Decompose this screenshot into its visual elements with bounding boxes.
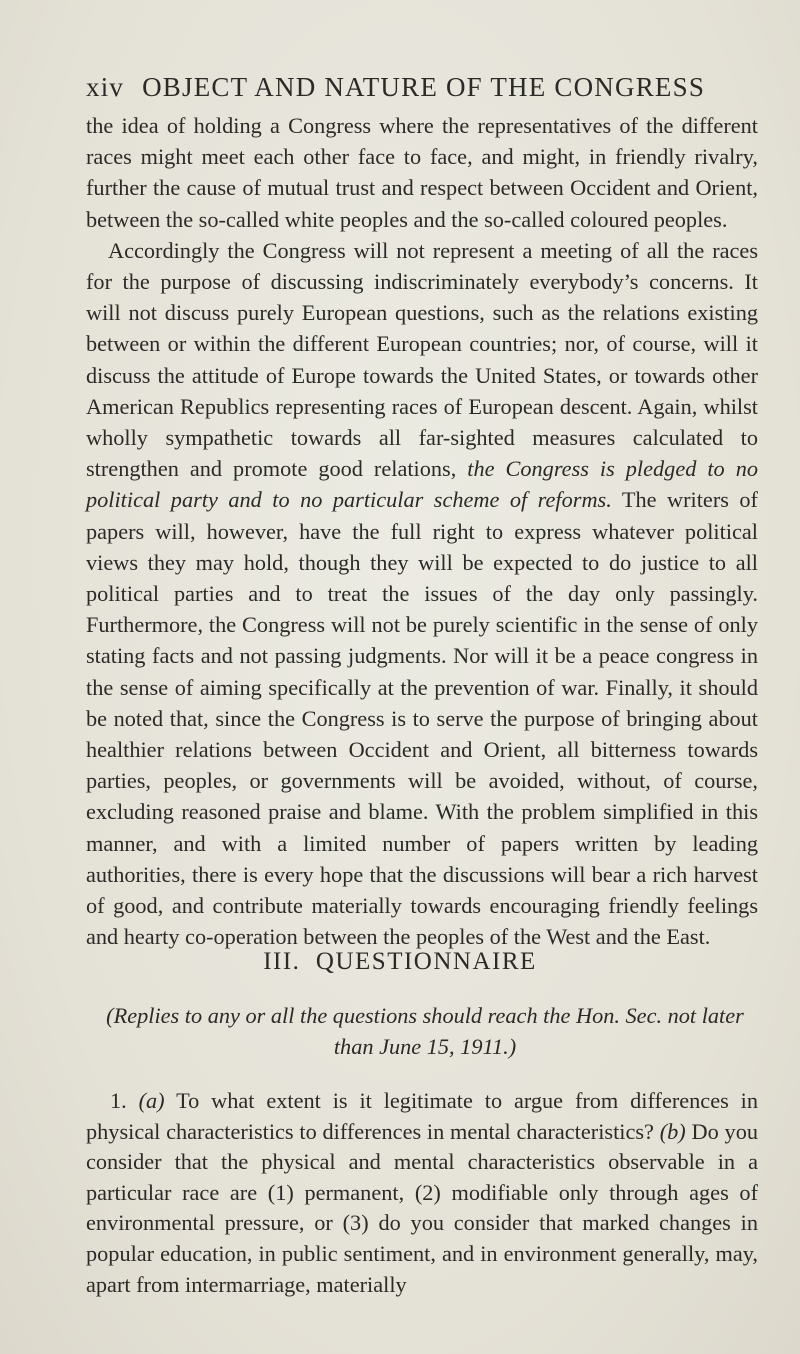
question-text-a: To what extent is it legitimate to argue from differences in physical characteristics to differences in mental characteristics? [86, 1088, 758, 1144]
section-number: III. [263, 948, 301, 975]
section-title: QUESTIONNAIRE [315, 948, 537, 975]
running-head-title: OBJECT AND NATURE OF THE CONGRESS [142, 72, 706, 102]
question-number: 1. [110, 1088, 127, 1113]
paragraph-continuation: the idea of holding a Congress where the representatives of the different races might meet each other face to face, and might, in friendly rivalry, further the cause of mutual trust and respect between Occident and Orient, between the so-called white peoples and the so-called coloured peoples. [86, 113, 758, 232]
question-1 [86, 1086, 758, 1300]
paragraph-text: The writers of papers will, however, have the full right to express whatever political views they may hold, though they will be expected to do justice to all political parties and to treat the issues of the day only passingly. Furthermore, the Congress will not be purely scientific in the sense of only stating facts and not passing judgments. Nor will it be a peace congress in the sense of aiming specifically at the prevention of war. Finally, it should be noted that, since the Congress is to serve the purpose of bringing about healthier relations between Occident and Orient, all bitterness towards parties, peoples, or governments will be avoided, without, of course, excluding reasoned praise and blame. With the problem simplified in this manner, and with a limited number of papers written by leading authorities, there is every hope that the discussions will bear a rich harvest of good, and contribute materially towards encouraging friendly feelings and hearty co-operation between the peoples of the West and the East. [86, 487, 758, 950]
paragraph-accordingly [86, 235, 758, 953]
question-label-a: (a) [138, 1088, 165, 1113]
replies-note: (Replies to any or all the questions should reach the Hon. Sec. not later than June 15, 1911.) [106, 1003, 744, 1059]
section-heading [0, 948, 800, 976]
page-number: xiv [86, 72, 125, 102]
question-label-b: (b) [659, 1118, 686, 1144]
question-text-b: Do you consider that the physical and mental characteristics observable in a particular race are (1) permanent, (2) modifiable only through ages of environmental pressure, or (3) do you consider that marked changes in popular education, in public sentiment, and in environment generally, may, apart from intermarriage, materially [86, 1118, 758, 1297]
emphasized-text: the Congress is pledged to no political party and to no particular scheme of reforms. [86, 456, 758, 513]
body-text [86, 110, 758, 952]
running-head [86, 72, 705, 103]
paragraph-text: Accordingly the Congress will not represent a meeting of all the races for the purpose of discussing indiscriminately everybody’s concerns. It will not discuss purely European questions, such as the relations existing between or within the different European countries; nor, of course, will it discuss the attitude of Europe towards the United States, or towards other American Republics representing races of European descent. Again, whilst wholly sympathetic towards all far-sighted measures calculated to strengthen and promote good relations, [86, 237, 758, 482]
